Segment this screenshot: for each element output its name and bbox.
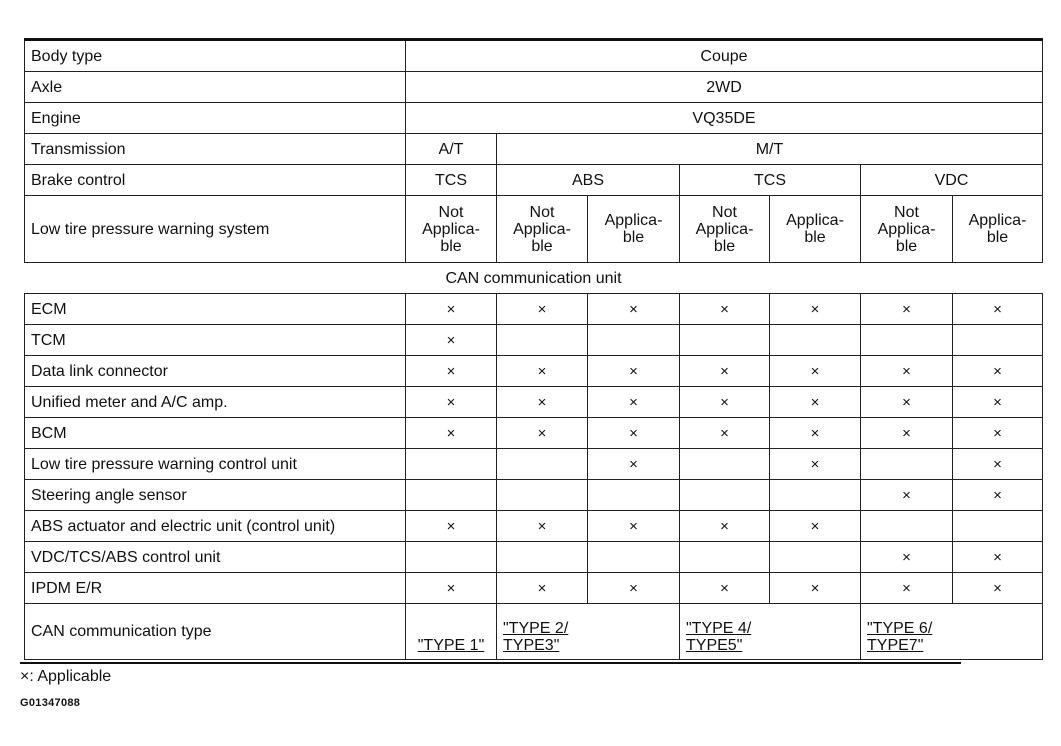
row-label: Engine xyxy=(25,103,406,134)
applicability-cell xyxy=(497,480,588,511)
applicability-cell: × xyxy=(680,418,770,449)
warning-system-value: Not Applica- ble xyxy=(680,196,770,263)
applicability-cell xyxy=(588,325,680,356)
row-label: Transmission xyxy=(25,134,406,165)
applicability-cell: × xyxy=(588,418,680,449)
applicability-cell: × xyxy=(770,387,861,418)
applicability-cell: × xyxy=(406,573,497,604)
applicability-cell: × xyxy=(861,356,953,387)
applicability-cell: × xyxy=(588,573,680,604)
applicability-cell: × xyxy=(680,511,770,542)
can-unit-table xyxy=(24,38,1043,660)
row-label: TCM xyxy=(25,325,406,356)
applicability-cell xyxy=(680,480,770,511)
brake-tcs-mt: TCS xyxy=(680,165,861,196)
applicability-cell: × xyxy=(953,480,1043,511)
applicability-cell: × xyxy=(497,418,588,449)
can-type-cell xyxy=(406,604,497,660)
can-type-cell xyxy=(680,604,861,660)
applicability-cell: × xyxy=(953,356,1043,387)
applicability-cell xyxy=(770,542,861,573)
applicability-cell xyxy=(770,325,861,356)
section-title: CAN communication unit xyxy=(25,263,1043,294)
applicability-cell: × xyxy=(497,511,588,542)
applicability-cell xyxy=(770,480,861,511)
table-row xyxy=(25,418,1043,449)
applicability-cell: × xyxy=(953,294,1043,325)
applicability-cell: × xyxy=(953,418,1043,449)
body-type-value: Coupe xyxy=(406,40,1043,72)
applicability-cell: × xyxy=(953,449,1043,480)
applicability-cell: × xyxy=(770,449,861,480)
applicability-cell: × xyxy=(497,573,588,604)
applicability-cell: × xyxy=(588,294,680,325)
applicability-cell: × xyxy=(588,449,680,480)
row-label: Brake control xyxy=(25,165,406,196)
row-label: Low tire pressure warning system xyxy=(25,196,406,263)
applicability-cell: × xyxy=(406,356,497,387)
row-label: Data link connector xyxy=(25,356,406,387)
row-label: Low tire pressure warning control unit xyxy=(25,449,406,480)
applicability-cell: × xyxy=(680,294,770,325)
applicability-cell xyxy=(861,511,953,542)
applicability-cell: × xyxy=(953,542,1043,573)
row-brake-control xyxy=(25,165,1043,196)
row-body-type xyxy=(25,40,1043,72)
applicability-cell: × xyxy=(861,418,953,449)
table-row xyxy=(25,356,1043,387)
can-type-value: "TYPE 4/ TYPE5" xyxy=(686,620,752,654)
legend: ×: Applicable xyxy=(20,668,112,685)
applicability-cell xyxy=(497,449,588,480)
row-label: IPDM E/R xyxy=(25,573,406,604)
row-section-title xyxy=(25,263,1043,294)
applicability-cell xyxy=(861,325,953,356)
engine-value: VQ35DE xyxy=(406,103,1043,134)
bottom-rule xyxy=(20,662,961,664)
applicability-cell: × xyxy=(680,387,770,418)
axle-value: 2WD xyxy=(406,72,1043,103)
can-type-value: "TYPE 6/ TYPE7" xyxy=(867,620,933,654)
row-label: Axle xyxy=(25,72,406,103)
applicability-cell: × xyxy=(770,356,861,387)
applicability-cell xyxy=(406,449,497,480)
applicability-cell xyxy=(588,542,680,573)
transmission-at: A/T xyxy=(406,134,497,165)
row-transmission xyxy=(25,134,1043,165)
applicability-cell: × xyxy=(406,418,497,449)
transmission-mt: M/T xyxy=(497,134,1043,165)
row-label: Unified meter and A/C amp. xyxy=(25,387,406,418)
applicability-cell: × xyxy=(497,356,588,387)
table-row xyxy=(25,387,1043,418)
row-label: VDC/TCS/ABS control unit xyxy=(25,542,406,573)
applicability-cell: × xyxy=(770,573,861,604)
row-label: Body type xyxy=(25,40,406,72)
applicability-cell xyxy=(406,480,497,511)
row-can-type xyxy=(25,604,1043,660)
applicability-cell xyxy=(680,542,770,573)
applicability-cell xyxy=(861,449,953,480)
warning-system-value: Not Applica- ble xyxy=(406,196,497,263)
applicability-cell: × xyxy=(770,511,861,542)
applicability-cell: × xyxy=(861,387,953,418)
applicability-cell xyxy=(406,542,497,573)
table-row xyxy=(25,325,1043,356)
brake-tcs-at: TCS xyxy=(406,165,497,196)
row-label: Steering angle sensor xyxy=(25,480,406,511)
can-type-value: "TYPE 1" xyxy=(417,637,485,654)
applicability-cell: × xyxy=(497,294,588,325)
row-engine xyxy=(25,103,1043,134)
applicability-cell xyxy=(680,449,770,480)
applicability-cell: × xyxy=(588,511,680,542)
applicability-cell: × xyxy=(680,356,770,387)
table-row xyxy=(25,294,1043,325)
table-row xyxy=(25,449,1043,480)
applicability-cell: × xyxy=(770,418,861,449)
row-warning-system xyxy=(25,196,1043,263)
applicability-cell xyxy=(497,542,588,573)
applicability-cell: × xyxy=(953,387,1043,418)
row-label: BCM xyxy=(25,418,406,449)
applicability-cell: × xyxy=(861,480,953,511)
warning-system-value: Not Applica- ble xyxy=(497,196,588,263)
applicability-cell xyxy=(953,511,1043,542)
row-axle xyxy=(25,72,1043,103)
warning-system-value: Applica- ble xyxy=(770,196,861,263)
can-type-cell xyxy=(497,604,680,660)
applicability-cell: × xyxy=(588,356,680,387)
brake-abs: ABS xyxy=(497,165,680,196)
applicability-cell: × xyxy=(861,542,953,573)
table-row xyxy=(25,480,1043,511)
applicability-cell: × xyxy=(770,294,861,325)
figure-code: G01347088 xyxy=(20,697,81,709)
brake-vdc: VDC xyxy=(861,165,1043,196)
warning-system-value: Not Applica- ble xyxy=(861,196,953,263)
applicability-cell: × xyxy=(588,387,680,418)
table-row xyxy=(25,542,1043,573)
applicability-cell: × xyxy=(406,387,497,418)
can-type-value: "TYPE 2/ TYPE3" xyxy=(503,620,569,654)
applicability-cell xyxy=(953,325,1043,356)
row-label: CAN communication type xyxy=(25,604,406,660)
warning-system-value: Applica- ble xyxy=(588,196,680,263)
applicability-cell: × xyxy=(406,325,497,356)
table-row xyxy=(25,573,1043,604)
table-row xyxy=(25,511,1043,542)
applicability-cell: × xyxy=(406,294,497,325)
row-label: ABS actuator and electric unit (control unit) xyxy=(25,511,406,542)
warning-system-value: Applica- ble xyxy=(953,196,1043,263)
applicability-cell: × xyxy=(497,387,588,418)
can-type-cell xyxy=(861,604,1043,660)
applicability-cell: × xyxy=(680,573,770,604)
applicability-cell: × xyxy=(861,573,953,604)
applicability-cell xyxy=(588,480,680,511)
applicability-cell: × xyxy=(953,573,1043,604)
applicability-cell: × xyxy=(406,511,497,542)
applicability-cell xyxy=(680,325,770,356)
applicability-cell: × xyxy=(861,294,953,325)
applicability-cell xyxy=(497,325,588,356)
row-label: ECM xyxy=(25,294,406,325)
